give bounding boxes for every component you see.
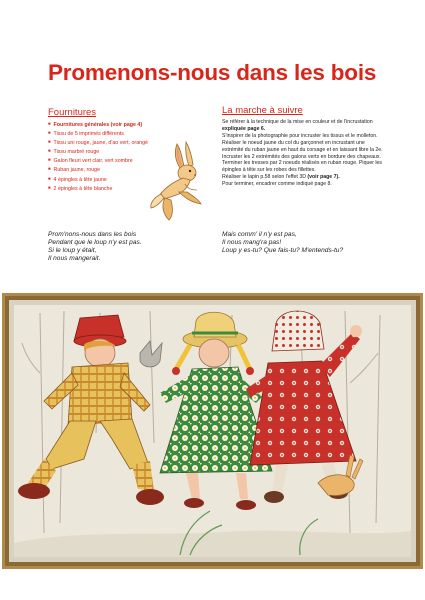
step-paragraph [222,174,384,181]
supply-item: ■ Ruban jaune, rouge [48,165,148,174]
step-paragraph [222,160,384,174]
poem-line: Prom'nons-nous dans les bois [48,231,137,238]
poem-right [222,231,343,255]
step-paragraph [222,119,384,133]
rabbit-illustration [147,138,213,226]
step-text: Réaliser le lapin p.58 selon l'effet 3D [222,174,308,181]
poem-left [48,231,142,263]
poem-line: Il nous mangerait. [48,255,101,263]
step-paragraph [222,154,384,161]
step-text: Incruster les 2 extrémités des galons verts en bordure des chapeaux. [222,153,381,160]
page-title [48,60,376,86]
poem-line: Pendant que le loup n'y est pas. [48,239,142,247]
supply-item: ■ Tissu uni rouge, jaune, d'ao vert, orangé [48,138,148,147]
poem-line: Loup y es-tu? Que fais-tu? M'entends-tu? [222,247,344,255]
step-text: Se référer à la technique de la mise en couleur et de l'incrustation [222,119,373,125]
step-text: Terminer les tresses par 2 noeuds réalisés en ruban rouge. Piquer les épingles à tête sur les robes des fillettes. [222,160,383,174]
title-bold: Promenons- [48,60,178,85]
step-text: Pour terminer, encadrer comme indiqué page 8. [222,181,332,188]
poem-line: Si le loup y était, [48,247,97,255]
framed-children-dance-artwork [0,293,425,573]
supplies-heading: Fournitures [48,107,97,118]
supply-item: ■ Tissu marbré rouge [48,147,148,156]
step-text: Réaliser le noeud jaune du col du garçonnet en incrustant une extrémité du ruban jaune en haut du corsage et en laissant libre la 2e. [222,139,383,153]
supply-item: ■ Tissu de 5 imprimés différents [48,129,148,138]
supply-item: ■ Fournitures générales (voir page 4) [48,120,148,129]
steps-heading: La marche à suivre [222,105,303,116]
step-reference: expliquée page 6. [222,125,266,132]
supply-item: ■ Galon fleuri vert clair, vert sombre [48,156,148,165]
steps-text [222,119,384,188]
poem-line: Mais comm' il n'y est pas, [222,231,297,238]
supply-item: ■ 4 épingles à tête jaune [48,175,148,184]
supply-item: ■ 2 épingles à tête blanche [48,184,148,193]
step-paragraph [222,181,384,188]
step-paragraph [222,140,384,154]
poem-line: Il nous mang'ra pas! [222,239,282,247]
step-reference: (voir page 7). [307,174,340,181]
title-rest: nous dans les bois [177,60,377,85]
step-paragraph [222,133,384,140]
step-text: S'inspirer de la photographie pour incruster les tissus et le molleton. [222,132,378,139]
supplies-list [48,120,148,193]
